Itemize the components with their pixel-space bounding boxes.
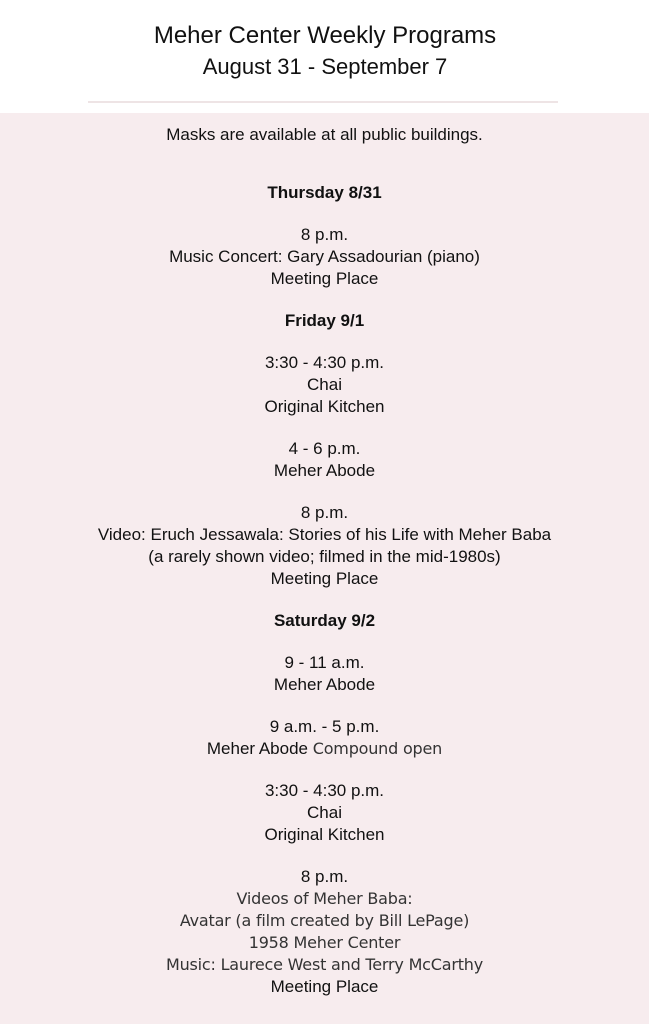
event-detail: Music: Laurece West and Terry McCarthy bbox=[165, 955, 484, 974]
event-note: (a rarely shown video; filmed in the mid-1980s) bbox=[148, 547, 501, 566]
event-time: 3:30 - 4:30 p.m. bbox=[264, 781, 385, 800]
event-title: Music Concert: Gary Assadourian (piano) bbox=[169, 247, 480, 266]
event-location-line bbox=[0, 738, 649, 760]
date-range: August 31 - September 7 bbox=[202, 54, 448, 79]
event-title: Chai bbox=[307, 803, 342, 822]
day-heading-saturday: Saturday 9/2 bbox=[273, 611, 376, 630]
day-heading-thursday: Thursday 8/31 bbox=[267, 183, 382, 202]
event-time: 8 p.m. bbox=[300, 867, 349, 886]
event-item bbox=[0, 438, 649, 482]
event-location: Meeting Place bbox=[270, 269, 379, 288]
mask-notice: Masks are available at all public buildings. bbox=[166, 125, 483, 144]
event-location: Meeting Place bbox=[270, 569, 379, 588]
event-item bbox=[0, 866, 649, 998]
event-item bbox=[0, 780, 649, 846]
event-title: Chai bbox=[307, 375, 342, 394]
event-title: Video: Eruch Jessawala: Stories of his Life with Meher Baba bbox=[97, 525, 552, 544]
event-time: 8 p.m. bbox=[300, 225, 349, 244]
page-header bbox=[0, 0, 650, 100]
event-time: 9 - 11 a.m. bbox=[284, 653, 365, 672]
event-time: 3:30 - 4:30 p.m. bbox=[264, 353, 385, 372]
event-title: Videos of Meher Baba: bbox=[236, 889, 413, 908]
event-time: 4 - 6 p.m. bbox=[288, 439, 361, 458]
event-item bbox=[0, 652, 649, 696]
event-location: Meher Abode bbox=[273, 461, 376, 480]
event-item bbox=[0, 352, 649, 418]
day-heading-friday: Friday 9/1 bbox=[284, 311, 365, 330]
event-location: Original Kitchen bbox=[264, 825, 385, 844]
event-time: 9 a.m. - 5 p.m. bbox=[269, 717, 380, 736]
schedule-panel bbox=[0, 113, 649, 1024]
event-time: 8 p.m. bbox=[300, 503, 349, 522]
page-title: Meher Center Weekly Programs bbox=[153, 22, 497, 49]
event-item bbox=[0, 502, 649, 590]
event-location: Meeting Place bbox=[270, 977, 379, 996]
event-location-suffix: Compound open bbox=[312, 739, 443, 758]
event-item bbox=[0, 224, 649, 290]
header-divider bbox=[88, 101, 558, 103]
event-location: Original Kitchen bbox=[264, 397, 385, 416]
event-location: Meher Abode bbox=[206, 739, 309, 758]
event-detail: 1958 Meher Center bbox=[248, 933, 401, 952]
event-item bbox=[0, 716, 649, 760]
event-detail: Avatar (a film created by Bill LePage) bbox=[179, 911, 470, 930]
event-location: Meher Abode bbox=[273, 675, 376, 694]
